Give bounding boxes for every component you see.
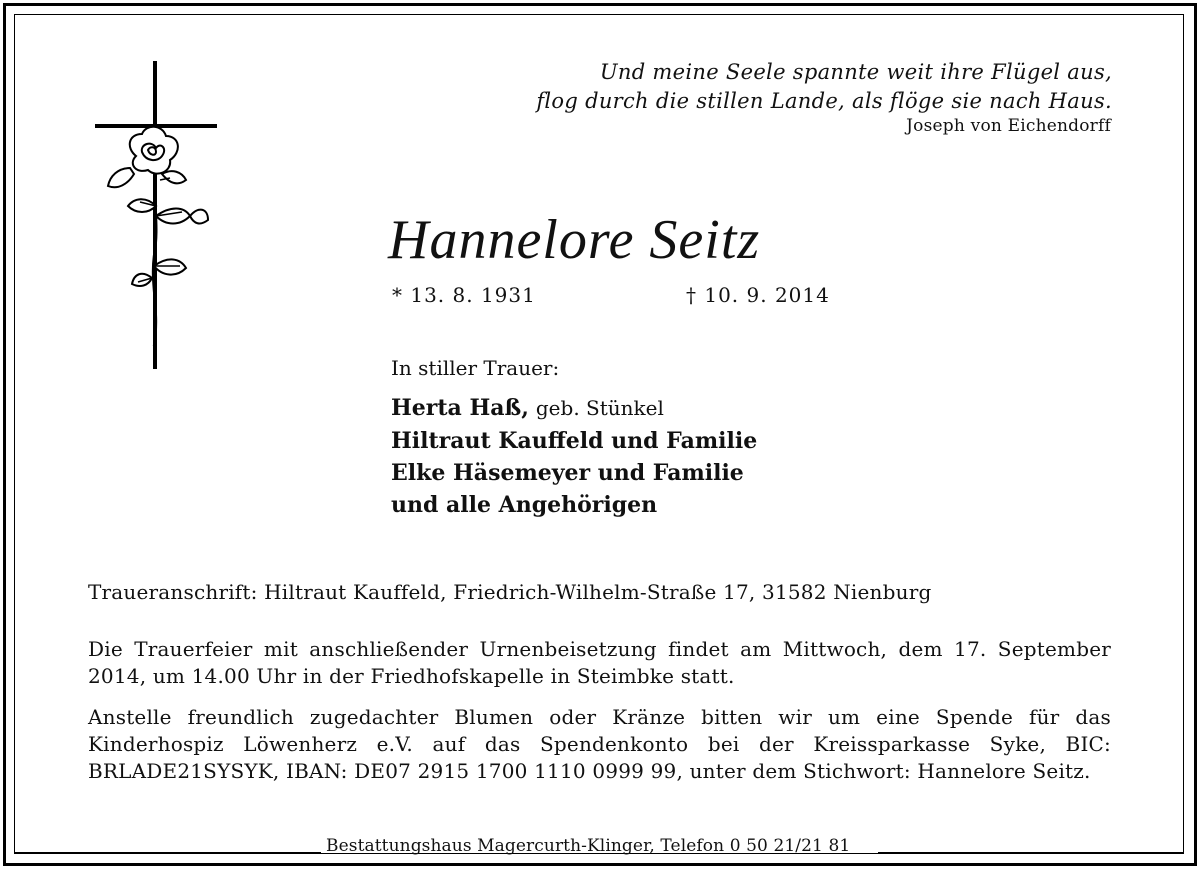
deceased-name: Hannelore Seitz (388, 209, 761, 271)
cross-with-rose-icon (90, 56, 225, 372)
mourning-intro: In stiller Trauer: (391, 356, 560, 380)
mourning-address: Traueranschrift: Hiltraut Kauffeld, Friedrich-Wilhelm-Straße 17, 31582 Nienburg (88, 580, 932, 604)
mourner-1-note: geb. Stünkel (535, 396, 664, 420)
ceremony-paragraph: Die Trauerfeier mit anschließender Urnenbeisetzung findet am Mittwoch, dem 17. September 2014, um 14.00 Uhr in der Friedhofskapelle in Steimbke statt. (88, 637, 1111, 688)
donation-paragraph: Anstelle freundlich zugedachter Blumen oder Kränze bitten wir um eine Spende für das Kinderhospiz Löwenherz e.V. auf das Spendenkonto bei der Kreissparkasse Syke, BIC: BRLADE21SYSYK, IBAN: DE07 2915 1700 1110 0999 99, unter dem Stichwort: Hannelore Seitz. (88, 705, 1111, 783)
mourners-list (391, 392, 757, 521)
funeral-home-footer: Bestattungshaus Magercurth-Klinger, Telefon 0 50 21/21 81 (326, 836, 851, 856)
mourner-4: und alle Angehörigen (391, 492, 658, 518)
quote-author: Joseph von Eichendorff (906, 116, 1111, 136)
epitaph-quote (536, 58, 1112, 116)
mourner-3: Elke Häsemeyer und Familie (391, 460, 744, 486)
mourner-2: Hiltraut Kauffeld und Familie (391, 428, 758, 454)
mourner-1-name: Herta Haß, (391, 395, 529, 421)
mourner-1 (391, 392, 757, 425)
quote-line-1: Und meine Seele spannte weit ihre Flügel aus, (599, 60, 1112, 84)
death-date: † 10. 9. 2014 (686, 283, 830, 307)
footer-rule-right (878, 852, 1183, 854)
quote-line-2: flog durch die stillen Lande, als flöge sie nach Haus. (536, 89, 1112, 113)
footer-rule-left (15, 852, 321, 854)
birth-date: * 13. 8. 1931 (392, 283, 536, 307)
